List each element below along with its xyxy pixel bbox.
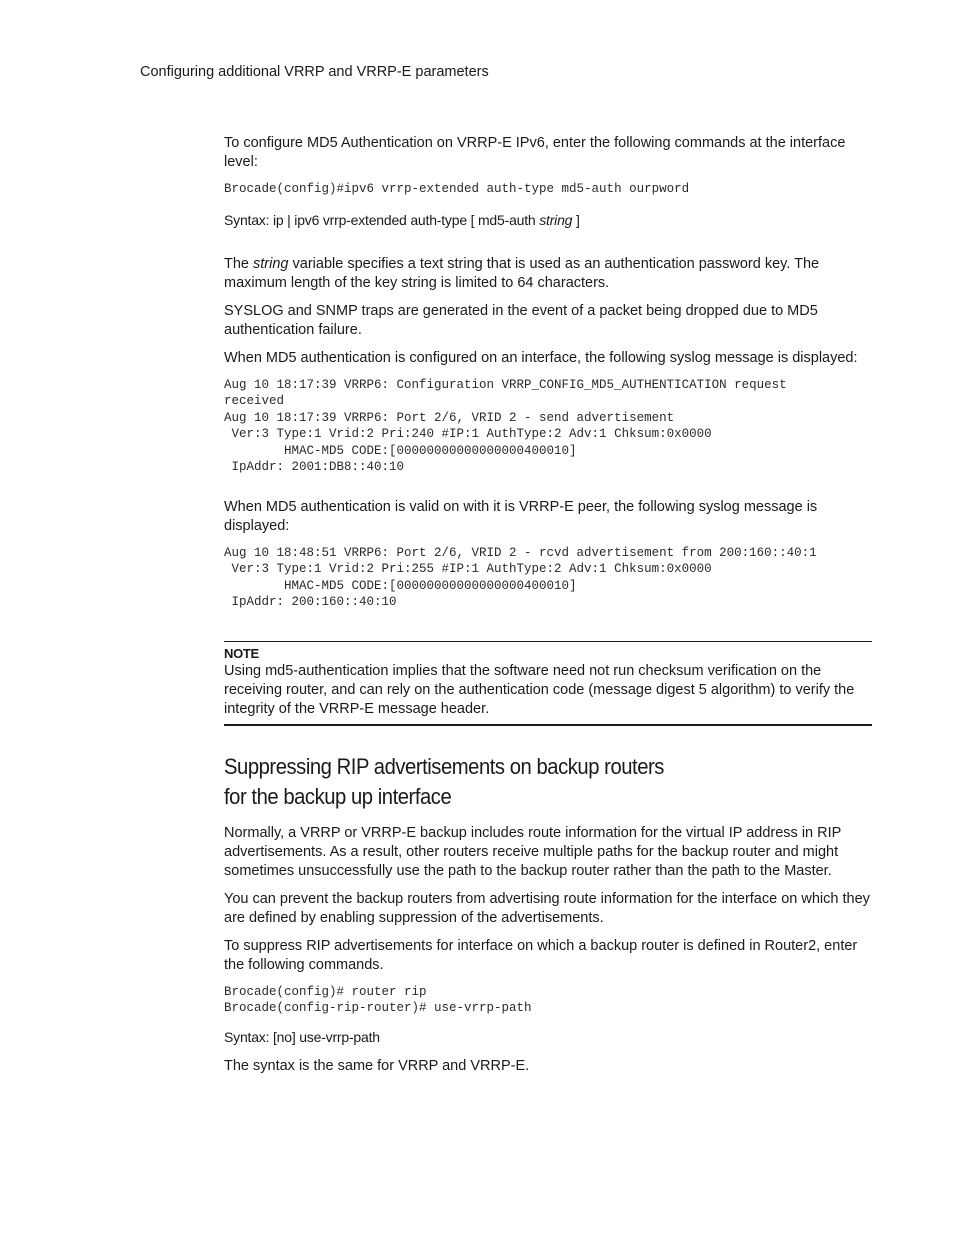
closing-paragraph: The syntax is the same for VRRP and VRRP-E. bbox=[224, 1057, 530, 1074]
syntax-suffix: ] bbox=[572, 211, 580, 228]
page-content bbox=[224, 134, 872, 1085]
md5-syntax-line bbox=[224, 211, 872, 230]
note-body: Using md5-authentication implies that the software need not run checksum verification on the receiving router, and can rely on the authentication code (message digest 5 algorithm) to verify the integrity of the VRRP-E message header. bbox=[224, 662, 855, 717]
syslog-output-valid: Aug 10 18:48:51 VRRP6: Port 2/6, VRID 2 - rcvd advertisement from 200:160::40:1 Ver:3 Type:1 Vrid:2 Pri:255 #IP:1 AuthType:2 Adv:1 Chksum:0x0000 HMAC-MD5 CODE:[00000000000000000400010] IpAddr: 200:160::40:10 bbox=[224, 545, 817, 609]
rip-command-example: Brocade(config)# router rip Brocade(config-rip-router)# use-vrrp-path bbox=[224, 984, 532, 1015]
syntax-variable: string bbox=[539, 211, 573, 228]
note-box bbox=[224, 641, 872, 726]
running-header: Configuring additional VRRP and VRRP-E parameters bbox=[140, 64, 489, 80]
string-desc-var: string bbox=[253, 255, 289, 272]
syslog-output-configured: Aug 10 18:17:39 VRRP6: Configuration VRRP_CONFIG_MD5_AUTHENTICATION request received Aug 10 18:17:39 VRRP6: Port 2/6, VRID 2 - send advertisement Ver:3 Type:1 Vrid:2 Pri:240 #IP:1 AuthType:2 Adv:1 Chksum:0x0000 HMAC-MD5 CODE:[00000000000000000400010] IpAddr: 2001:DB8::40:10 bbox=[224, 377, 787, 474]
string-desc-post: variable specifies a text string that is used as an authentication password key. The maximum length of the key string is limited to 64 characters. bbox=[224, 255, 820, 291]
when-valid-paragraph: When MD5 authentication is valid on with it is VRRP-E peer, the following syslog message is displayed: bbox=[224, 498, 818, 534]
string-variable-description bbox=[224, 255, 872, 293]
syslog-snmp-paragraph: SYSLOG and SNMP traps are generated in the event of a packet being dropped due to MD5 authentication failure. bbox=[224, 302, 818, 338]
note-title: NOTE bbox=[224, 645, 259, 661]
string-desc-pre: The bbox=[224, 255, 254, 272]
rip-para-1: Normally, a VRRP or VRRP-E backup includes route information for the virtual IP address in RIP advertisements. As a result, other routers receive multiple paths for the backup router and might sometimes unsuccessfully use the path to the backup router rather than the path to the Master. bbox=[224, 824, 842, 879]
section-heading bbox=[224, 752, 820, 812]
rip-para-2: You can prevent the backup routers from advertising route information for the interface on which they are defined by enabling suppression of the advertisements. bbox=[224, 890, 870, 926]
rip-para-3: To suppress RIP advertisements for interface on which a backup router is defined in Router2, enter the following commands. bbox=[224, 937, 858, 973]
rip-syntax-line: Syntax: [no] use-vrrp-path bbox=[224, 1028, 380, 1045]
md5-intro-paragraph: To configure MD5 Authentication on VRRP-E IPv6, enter the following commands at the interface level: bbox=[224, 135, 846, 170]
when-configured-paragraph: When MD5 authentication is configured on an interface, the following syslog message is displayed: bbox=[224, 349, 858, 366]
md5-command-example: Brocade(config)#ipv6 vrrp-extended auth-type md5-auth ourpword bbox=[224, 182, 690, 196]
syntax-prefix: Syntax: ip | ipv6 vrrp-extended auth-type [ md5-auth bbox=[224, 211, 540, 228]
heading-line-2: for the backup up interface bbox=[224, 783, 452, 809]
heading-line-1: Suppressing RIP advertisements on backup routers bbox=[224, 753, 664, 779]
